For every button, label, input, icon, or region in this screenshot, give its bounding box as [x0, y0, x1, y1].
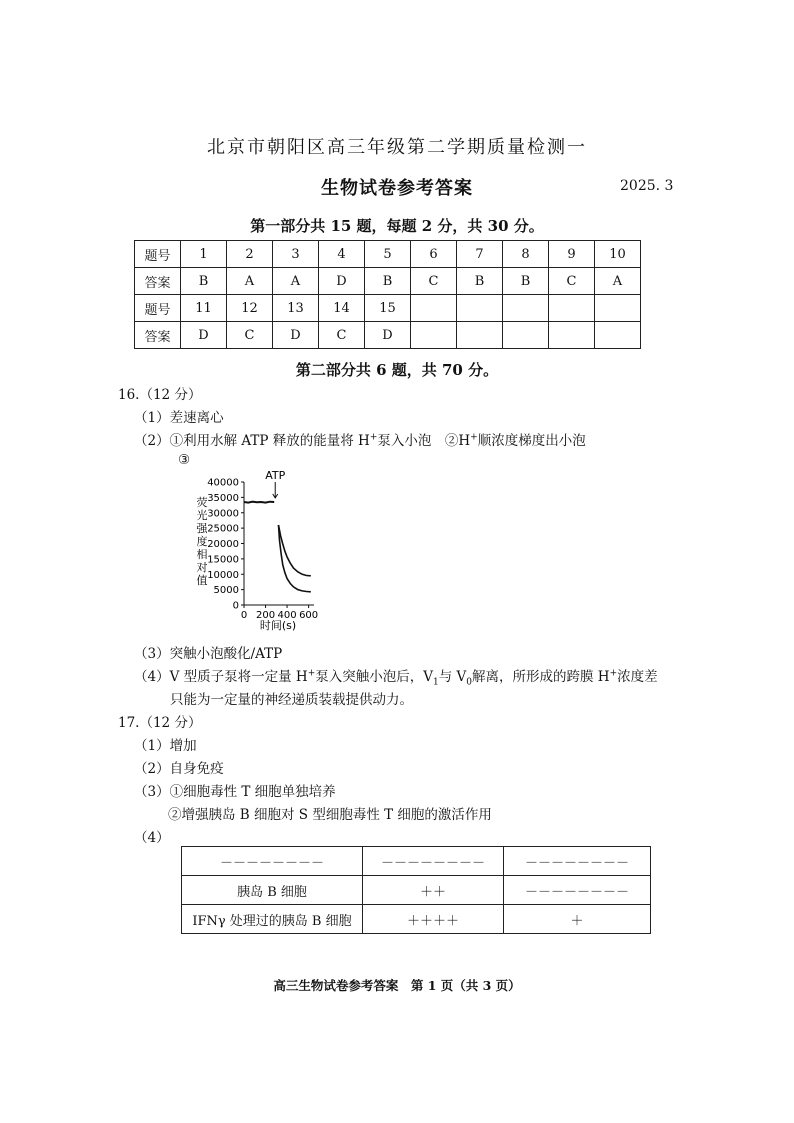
empty-cell — [549, 322, 595, 349]
text-fragment: （2）①利用水解 ATP 释放的能量将 H — [134, 433, 370, 449]
table-cell: ＋＋ — [363, 876, 504, 905]
text-fragment: 泵入突触小泡后，V — [315, 669, 433, 685]
empty-cell — [595, 322, 641, 349]
q16-answer-2 — [134, 429, 586, 449]
document-date: 2025. 3 — [620, 178, 674, 194]
x-axis-title: 时间(s) — [259, 619, 297, 632]
x-tick-label: 400 — [277, 610, 297, 621]
y-tick-label: 40000 — [207, 477, 239, 489]
page-footer: 高三生物试卷参考答案 第 1 页（共 3 页） — [273, 978, 521, 993]
table-cell: －－－－－－－－ — [182, 847, 363, 876]
table-row — [135, 295, 641, 322]
answer-cell: A — [227, 268, 273, 295]
row-label: 答案 — [135, 268, 181, 295]
table-cell: －－－－－－－－ — [363, 847, 504, 876]
question-number: 11 — [181, 295, 227, 322]
subscript: 0 — [466, 677, 473, 688]
question-number: 4 — [319, 241, 365, 268]
q17-answer-3-2: ②增强胰岛 B 细胞对 S 型细胞毒性 T 细胞的激活作用 — [168, 807, 492, 823]
x-tick-label: 0 — [240, 610, 248, 621]
q16-answer-3: （3）突触小泡酸化/ATP — [134, 646, 283, 662]
text-fragment: 顺浓度梯度出小泡 — [477, 433, 586, 449]
fluorescence-chart — [190, 470, 330, 632]
question-number: 8 — [503, 241, 549, 268]
q17-answer-2: （2）自身免疫 — [134, 761, 224, 777]
y-tick-label: 5000 — [213, 585, 239, 597]
text-fragment: 泵入小泡 ②H — [377, 433, 471, 449]
table-row — [135, 268, 641, 295]
superscript: + — [609, 668, 618, 679]
row-label: 题号 — [135, 295, 181, 322]
table-cell: IFNγ 处理过的胰岛 B 细胞 — [182, 905, 363, 934]
empty-cell — [595, 295, 641, 322]
table-cell: －－－－－－－－ — [504, 876, 651, 905]
question-number: 14 — [319, 295, 365, 322]
answer-cell: B — [365, 268, 411, 295]
answer-table — [134, 240, 641, 349]
empty-cell — [503, 322, 549, 349]
q16-answer-1: （1）差速离心 — [134, 410, 224, 426]
table-cell: －－－－－－－－ — [504, 847, 651, 876]
answer-cell: D — [365, 322, 411, 349]
y-tick-label: 20000 — [207, 539, 239, 550]
superscript: + — [307, 668, 316, 679]
answer-cell: A — [273, 268, 319, 295]
y-axis-title-char: 值 — [196, 574, 208, 587]
answer-cell: B — [181, 268, 227, 295]
answer-cell: D — [273, 322, 319, 349]
question-number: 1 — [181, 241, 227, 268]
question-number: 6 — [411, 241, 457, 268]
question-number: 10 — [595, 241, 641, 268]
table-cell: ＋ — [504, 905, 651, 934]
school-title: 北京市朝阳区高三年级第二学期质量检测一 — [207, 137, 587, 158]
part1-title: 第一部分共 15 题，每题 2 分，共 30 分。 — [250, 217, 544, 235]
y-axis-title-char: 相 — [196, 548, 208, 561]
y-tick-label: 0 — [232, 600, 239, 612]
table-row — [135, 241, 641, 268]
answer-cell: D — [181, 322, 227, 349]
question-number: 13 — [273, 295, 319, 322]
superscript: + — [470, 432, 478, 443]
row-label: 题号 — [135, 241, 181, 268]
x-tick-label: 200 — [255, 610, 276, 621]
table-row — [182, 847, 651, 876]
answer-cell: B — [457, 268, 503, 295]
y-tick-label: 15000 — [207, 554, 239, 566]
empty-cell — [503, 295, 549, 322]
atp-annotation: ATP — [265, 470, 286, 482]
y-tick-label: 10000 — [207, 569, 239, 581]
empty-cell — [457, 295, 503, 322]
subscript: 1 — [433, 677, 439, 688]
table-row — [135, 322, 641, 349]
question-number: 12 — [227, 295, 273, 322]
y-axis-title-char: 光 — [196, 509, 208, 522]
row-label: 答案 — [135, 322, 181, 349]
q16-answer-2-3-marker: ③ — [178, 452, 191, 468]
text-fragment: （4）V 型质子泵将一定量 H — [134, 669, 308, 685]
answer-cell: C — [411, 268, 457, 295]
y-tick-label: 30000 — [207, 508, 239, 520]
q16-answer-4-line1 — [134, 665, 658, 688]
q17-heading: 17.（12 分） — [118, 715, 202, 731]
empty-cell — [411, 295, 457, 322]
empty-cell — [457, 322, 503, 349]
q17-answer-1: （1）增加 — [134, 738, 197, 754]
question-number: 3 — [273, 241, 319, 268]
answer-cell: C — [227, 322, 273, 349]
series-lower — [279, 525, 311, 592]
y-ticks — [207, 478, 244, 612]
question-number: 15 — [365, 295, 411, 322]
answer-cell: C — [319, 322, 365, 349]
y-axis-title-char: 荧 — [196, 496, 208, 509]
table-cell: 胰岛 B 细胞 — [182, 876, 363, 905]
x-tick-label: 600 — [299, 610, 319, 621]
text-fragment: 与 V — [438, 669, 467, 685]
table-row — [182, 905, 651, 934]
q17-answer-4: （4） — [134, 830, 170, 846]
question-number: 7 — [457, 241, 503, 268]
empty-cell — [549, 295, 595, 322]
document-title: 生物试卷参考答案 — [321, 178, 473, 199]
table-cell: ＋＋＋＋ — [363, 905, 504, 934]
y-axis-title-char: 度 — [196, 535, 208, 548]
y-axis-title-char: 强 — [196, 522, 208, 535]
question-number: 2 — [227, 241, 273, 268]
empty-cell — [411, 322, 457, 349]
table-row — [182, 876, 651, 905]
atp-arrow-icon — [273, 482, 278, 498]
q16-heading: 16.（12 分） — [118, 387, 202, 403]
q17-answer-3-1: （3）①细胞毒性 T 细胞单独培养 — [134, 784, 336, 800]
text-fragment: 解离，所形成的跨膜 H — [472, 669, 610, 685]
answer-cell: D — [319, 268, 365, 295]
q16-answer-4-line2: 只能为一定量的神经递质装载提供动力。 — [170, 692, 413, 708]
text-fragment: 浓度差 — [617, 669, 658, 685]
superscript: + — [369, 432, 378, 443]
question-number: 9 — [549, 241, 595, 268]
q17-result-table — [181, 846, 651, 934]
answer-cell: A — [595, 268, 641, 295]
y-axis-title-char: 对 — [196, 561, 208, 574]
series-baseline — [244, 502, 274, 503]
y-tick-label: 35000 — [207, 492, 239, 504]
answer-cell: C — [549, 268, 595, 295]
y-tick-label: 25000 — [207, 523, 239, 535]
part2-title: 第二部分共 6 题，共 70 分。 — [295, 361, 499, 379]
answer-cell: B — [503, 268, 549, 295]
question-number: 5 — [365, 241, 411, 268]
